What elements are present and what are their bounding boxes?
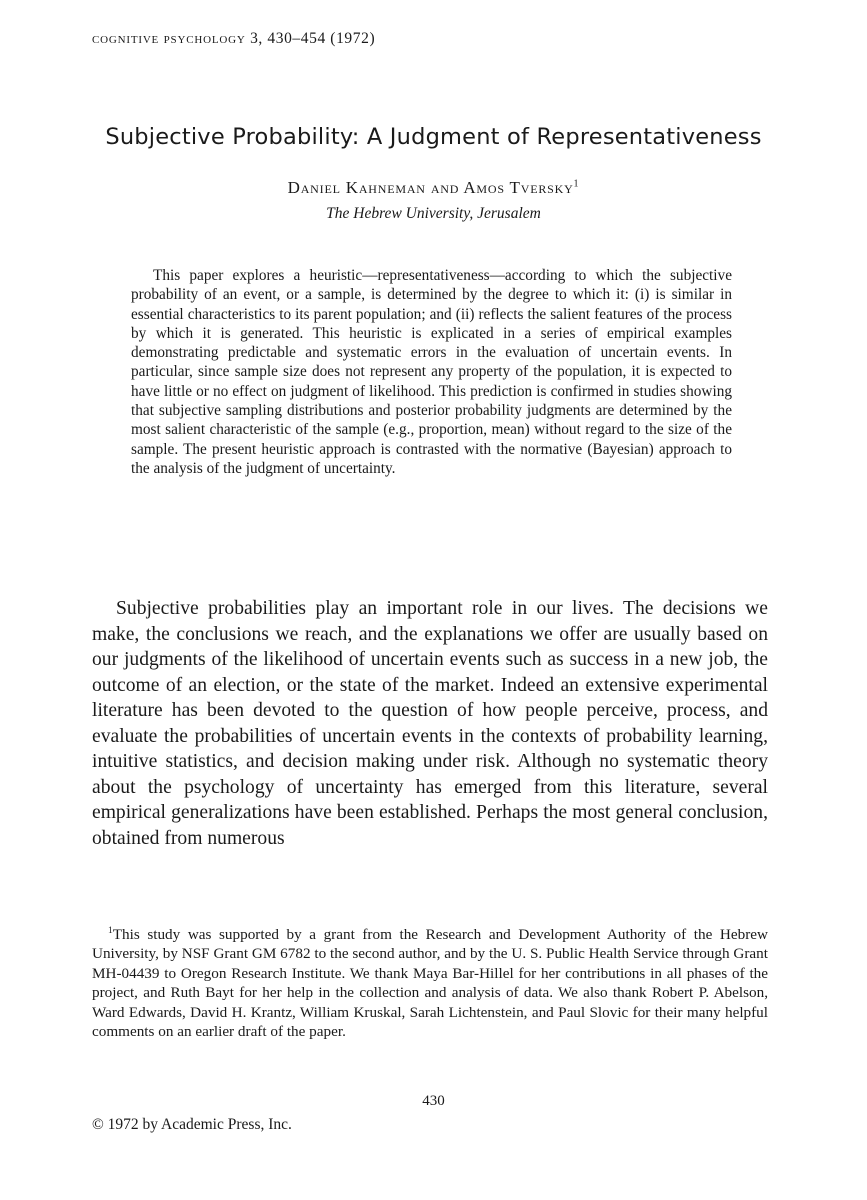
page-number: 430 — [422, 1093, 445, 1109]
footnote-text: This study was supported by a grant from the Research and Development Authority of the Hebrew University, by NSF Grant GM 6782 to the second author, and by the U. S. Public Health Service through Grant MH-04439 to Oregon Research Institute. We thank Maya Bar-Hillel for her contributions in all phases of the project, and Ruth Bayt for her help in the collection and analysis of data. We also thank Robert P. Abelson, Ward Edwards, David H. Krantz, William Kruskal, Sarah Lichtenstein, and Paul Slovic for their many helpful comments on an earlier draft of the paper. — [92, 926, 768, 1041]
author-line — [0, 178, 867, 198]
author-affiliation: The Hebrew University, Jerusalem — [326, 205, 541, 222]
footnote — [92, 922, 768, 1042]
author-names: Daniel Kahneman and Amos Tversky — [287, 178, 574, 197]
footnote-mark: 1 — [108, 926, 113, 936]
paper-title: Subjective Probability: A Judgment of Representativeness — [105, 124, 762, 150]
copyright-notice: © 1972 by Academic Press, Inc. — [92, 1116, 292, 1133]
body-paragraph: Subjective probabilities play an important role in our lives. The decisions we make, the conclusions we reach, and the explanations we offer are usually based on our judgments of the likelihood of uncertain events such as success in a new job, the outcome of an election, or the state of the market. Indeed an extensive experimental literature has been devoted to the question of how people perceive, process, and evaluate the probabilities of uncertain events in the contexts of probability learning, intuitive statistics, and decision making under risk. Although no systematic theory about the psychology of uncertainty has emerged from this literature, several empirical generalizations have been established. Perhaps the most general conclusion, obtained from numerous — [92, 598, 768, 849]
journal-citation: 3, 430–454 (1972) — [250, 30, 376, 47]
running-head — [92, 30, 375, 48]
abstract: This paper explores a heuristic—representativeness—according to which the subjective probability of an event, or a sample, is determined by the degree to which it: (i) is similar in essential characteristics to its parent population; and (ii) reflects the salient features of the process by which it is generated. This heuristic is explicated in a series of empirical examples demonstrating predictable and systematic errors in the evaluation of uncertain events. In particular, since sample size does not represent any property of the population, it is expected to have little or no effect on judgment of likelihood. This prediction is confirmed in studies showing that subjective sampling distributions and posterior probability judgments are determined by the most salient characteristic of the sample (e.g., proportion, mean) without regard to the size of the sample. The present heuristic approach is contrasted with the normative (Bayesian) approach to the analysis of the judgment of uncertainty. — [131, 267, 732, 477]
journal-name: cognitive psychology — [92, 31, 246, 47]
author-footnote-mark: 1 — [573, 178, 580, 190]
